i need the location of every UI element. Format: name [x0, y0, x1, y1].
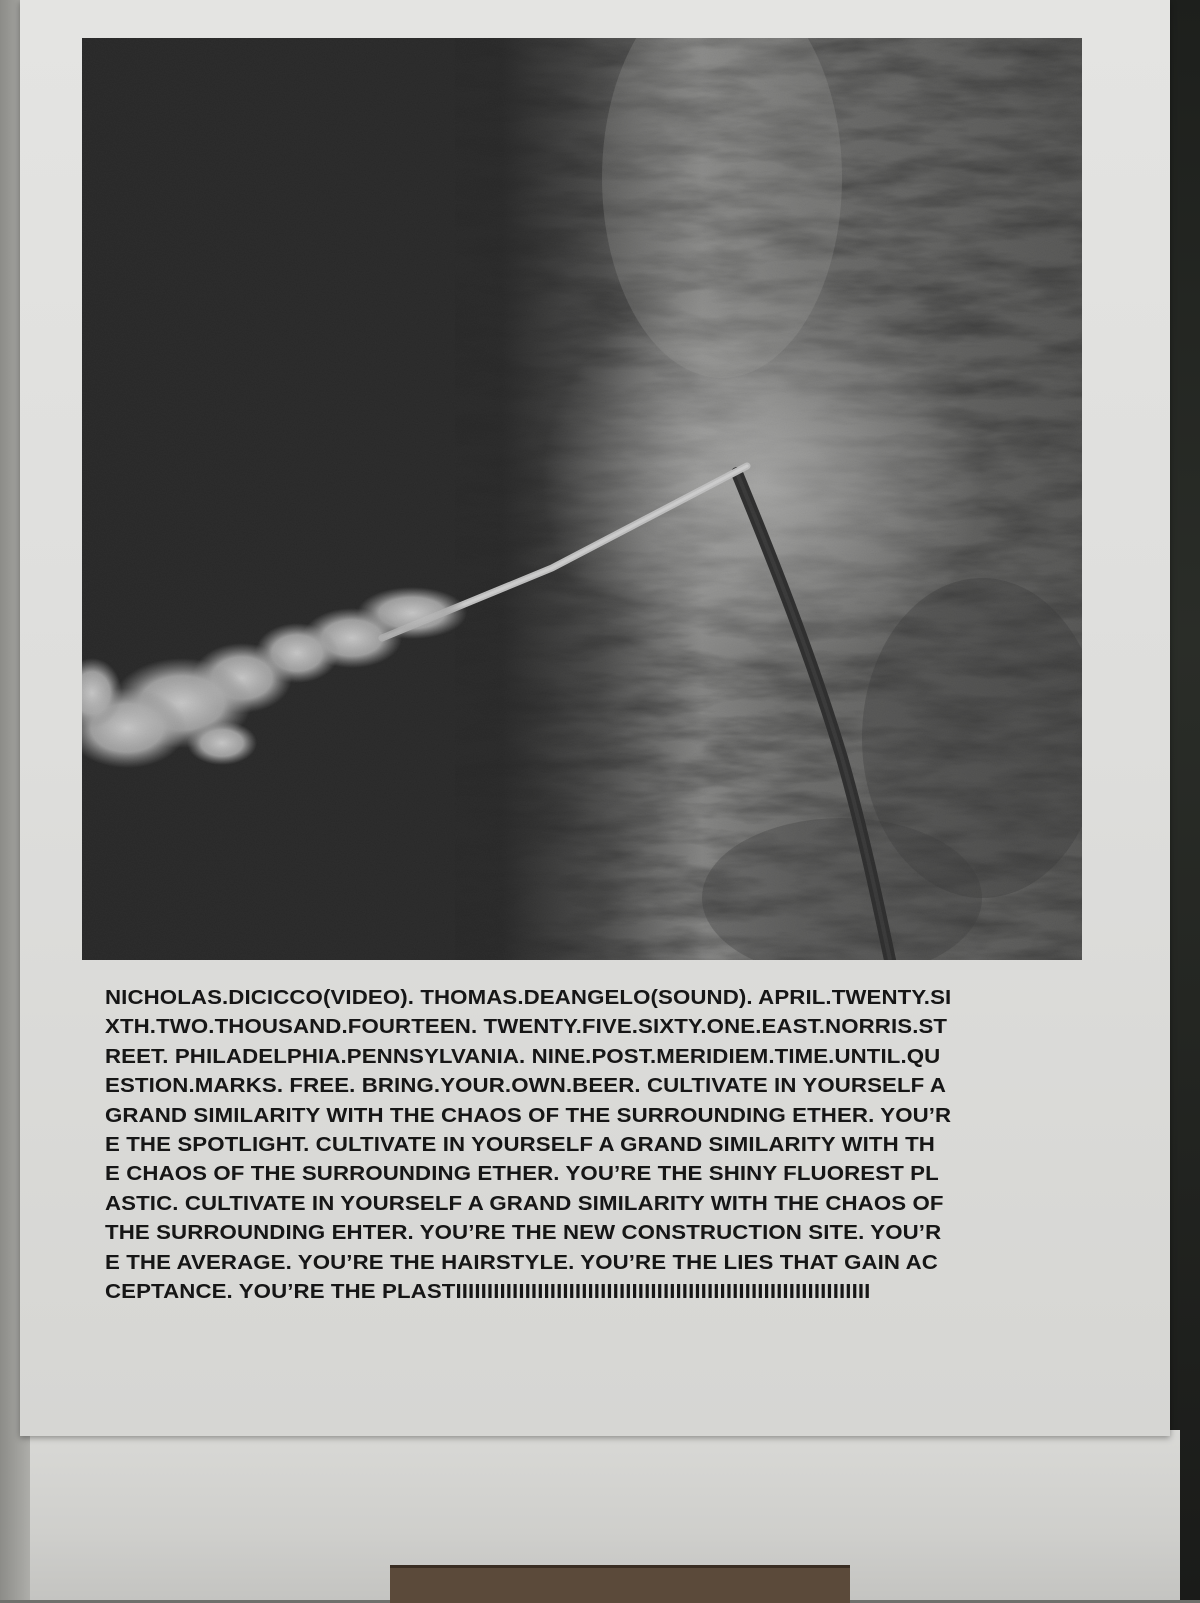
background-edge-right — [1170, 0, 1200, 1600]
flyer-text-line: THE SURROUNDING EHTER. YOU’RE THE NEW CONSTRUCTION SITE. YOU’R — [105, 1221, 942, 1245]
flyer-text-line: ESTION.MARKS. FREE. BRING.YOUR.OWN.BEER. CULTIVATE IN YOURSELF A — [105, 1074, 946, 1098]
flyer-photo — [82, 38, 1082, 960]
flyer-text-line: NICHOLAS.DICICCO(VIDEO). THOMAS.DEANGELO(SOUND). APRIL.TWENTY.SI — [105, 986, 952, 1009]
flyer-text-line: E CHAOS OF THE SURROUNDING ETHER. YOU’RE THE SHINY FLUOREST PL — [105, 1162, 939, 1186]
flyer-text-line: REET. PHILADELPHIA.PENNSYLVANIA. NINE.POST.MERIDIEM.TIME.UNTIL.QU — [105, 1044, 941, 1068]
flyer-text-line: XTH.TWO.THOUSAND.FOURTEEN. TWENTY.FIVE.SIXTY.ONE.EAST.NORRIS.ST — [105, 1015, 948, 1039]
spray-photo-illustration — [82, 38, 1082, 960]
flyer-text-line: E THE SPOTLIGHT. CULTIVATE IN YOURSELF A GRAND SIMILARITY WITH TH — [105, 1133, 935, 1157]
flyer-sheet — [20, 0, 1170, 1436]
flyer-event-text — [105, 983, 1090, 1306]
cardboard-edge — [390, 1565, 850, 1603]
flyer-text-line: GRAND SIMILARITY WITH THE CHAOS OF THE SURROUNDING ETHER. YOU’R — [105, 1103, 952, 1127]
flyer-text-line: ASTIC. CULTIVATE IN YOURSELF A GRAND SIMILARITY WITH THE CHAOS OF — [105, 1191, 944, 1215]
flyer-text-line: CEPTANCE. YOU’RE THE PLASTIIIIIIIIIIIIIIIIIIIIIIIIIIIIIIIIIIIIIIIIIIIIIIIIIIIIIIIIIIIIIIIIII — [105, 1280, 871, 1304]
flyer-text-line: E THE AVERAGE. YOU’RE THE HAIRSTYLE. YOU’RE THE LIES THAT GAIN AC — [105, 1250, 938, 1274]
